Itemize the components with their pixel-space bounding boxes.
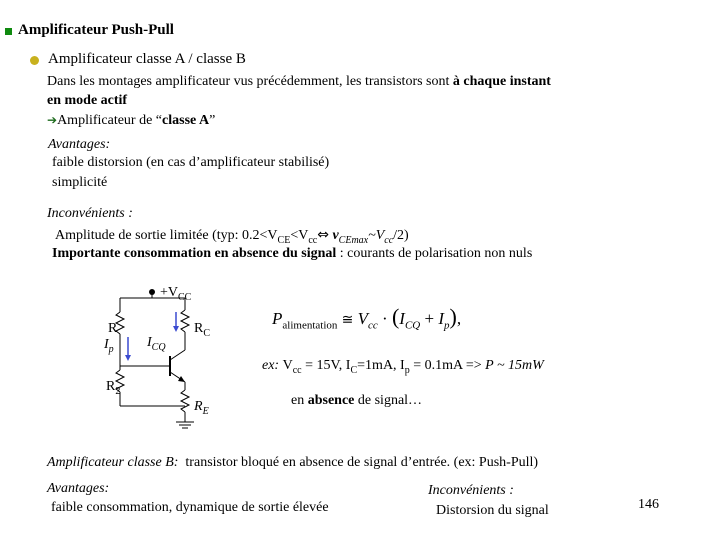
advantages-b-text: faible consommation, dynamique de sortie élevée <box>51 500 329 515</box>
resistor-re <box>181 390 189 412</box>
drawbacks-b-text: Distorsion du signal <box>436 503 549 518</box>
advantages-a-item-1: faible distorsion (en cas d’amplificateur stabilisé) <box>52 155 330 170</box>
ip-arrow-icon <box>125 355 131 361</box>
advantages-a-heading: Avantages: <box>48 137 111 152</box>
intro-text: Dans les montages amplificateur vus précédemment, les transistors sont <box>47 74 453 89</box>
intro-line-2: en mode actif <box>47 93 128 108</box>
rc-label: $R_C$ <box>194 321 211 339</box>
drawbacks-a-line-1: Amplitude de sortie limitée (typ: $0.2<V_{CE}<V_{cc}\Leftrightarrow$ $v_{CEmax}\sim V_{cc}/2$) <box>55 227 409 246</box>
resistor-rc <box>181 310 189 332</box>
example-line: ex: $V_{cc} = 15V$, $I_C=1mA$, $I_p = 0.1mA => P$ ~ 15mW <box>262 358 544 376</box>
transistor-icon <box>170 350 185 382</box>
ip-label: $I_p$ <box>104 337 114 355</box>
absence-note: en absence de signal… <box>291 393 423 408</box>
vcc-label: $+V_{CC}$ <box>160 285 192 303</box>
re-label: $R_E$ <box>194 399 209 417</box>
intro-line-1 <box>47 74 551 90</box>
drawbacks-a-line-2: Importante consommation en absence du signal : courants de polarisation non nuls <box>52 246 533 261</box>
icq-label: $I_{CQ}$ <box>147 335 166 353</box>
drawbacks-a-heading: Inconvénients : <box>47 206 133 221</box>
r1-label: R <box>108 321 118 336</box>
equivalence-icon: ⇔ <box>317 227 329 243</box>
subtitle-bullet <box>30 56 39 65</box>
title-bullet <box>5 28 12 35</box>
drawbacks-b-heading: Inconvénients : <box>428 483 514 498</box>
class-b-line: Amplificateur classe B: transistor bloqué en absence de signal d’entrée. (ex: Push-Pull) <box>47 455 539 470</box>
page-number: 146 <box>638 497 659 512</box>
section-subtitle: Amplificateur classe A / classe B <box>48 51 246 67</box>
advantages-b-heading: Avantages: <box>47 481 110 496</box>
arrow-right-icon: ➔ <box>47 113 58 127</box>
intro-emphasis: à chaque instant <box>452 74 551 89</box>
advantages-a-item-2: simplicité <box>52 175 108 190</box>
r2-label: $R_2$ <box>106 379 121 397</box>
power-formula: $P_{alimentation}$ ≅ $V_{cc} \cdot (I_{CQ} + I_p)$, <box>272 304 462 332</box>
icq-arrow-icon <box>173 326 179 332</box>
intro-line-3: ➔Amplificateur de “classe A” <box>47 113 216 128</box>
page-title: Amplificateur Push-Pull <box>18 22 174 38</box>
ground-icon <box>176 422 194 428</box>
